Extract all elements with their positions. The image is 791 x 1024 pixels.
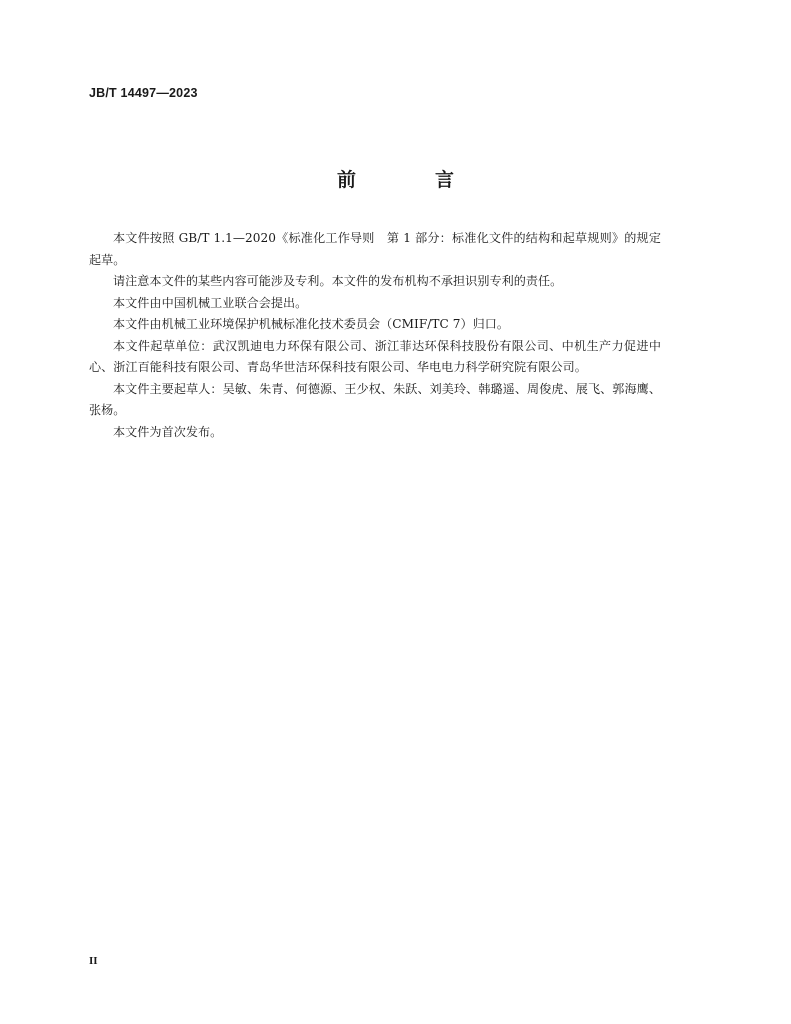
foreword-body (89, 228, 661, 443)
paragraph-drafting-organizations: 本文件起草单位：武汉凯迪电力环保有限公司、浙江菲达环保科技股份有限公司、中机生产力促进中心、浙江百能科技有限公司、青岛华世洁环保科技有限公司、华电电力科学研究院有限公司。 (89, 338, 661, 374)
paragraph-proposer: 本文件由中国机械工业联合会提出。 (113, 295, 308, 310)
page-title: 前 言 (336, 169, 484, 191)
paragraph-first-release: 本文件为首次发布。 (113, 424, 223, 439)
paragraph-patent-notice: 请注意本文件的某些内容可能涉及专利。本文件的发布机构不承担识别专利的责任。 (113, 274, 563, 288)
paragraph-drafters: 本文件主要起草人：吴敏、朱青、何德源、王少权、朱跃、刘美玲、韩璐遥、周俊虎、展飞、郭海鹰、张杨。 (89, 381, 661, 417)
paragraph-drafting-rules: 本文件按照 GB/T 1.1—2020《标准化工作导则 第 1 部分：标准化文件的结构和起草规则》的规定起草。 (89, 231, 661, 267)
paragraph-technical-committee: 本文件由机械工业环境保护机械标准化技术委员会（CMIF/TC 7）归口。 (113, 317, 510, 331)
page-number: II (89, 955, 98, 967)
standard-code: JB/T 14497—2023 (89, 86, 198, 100)
